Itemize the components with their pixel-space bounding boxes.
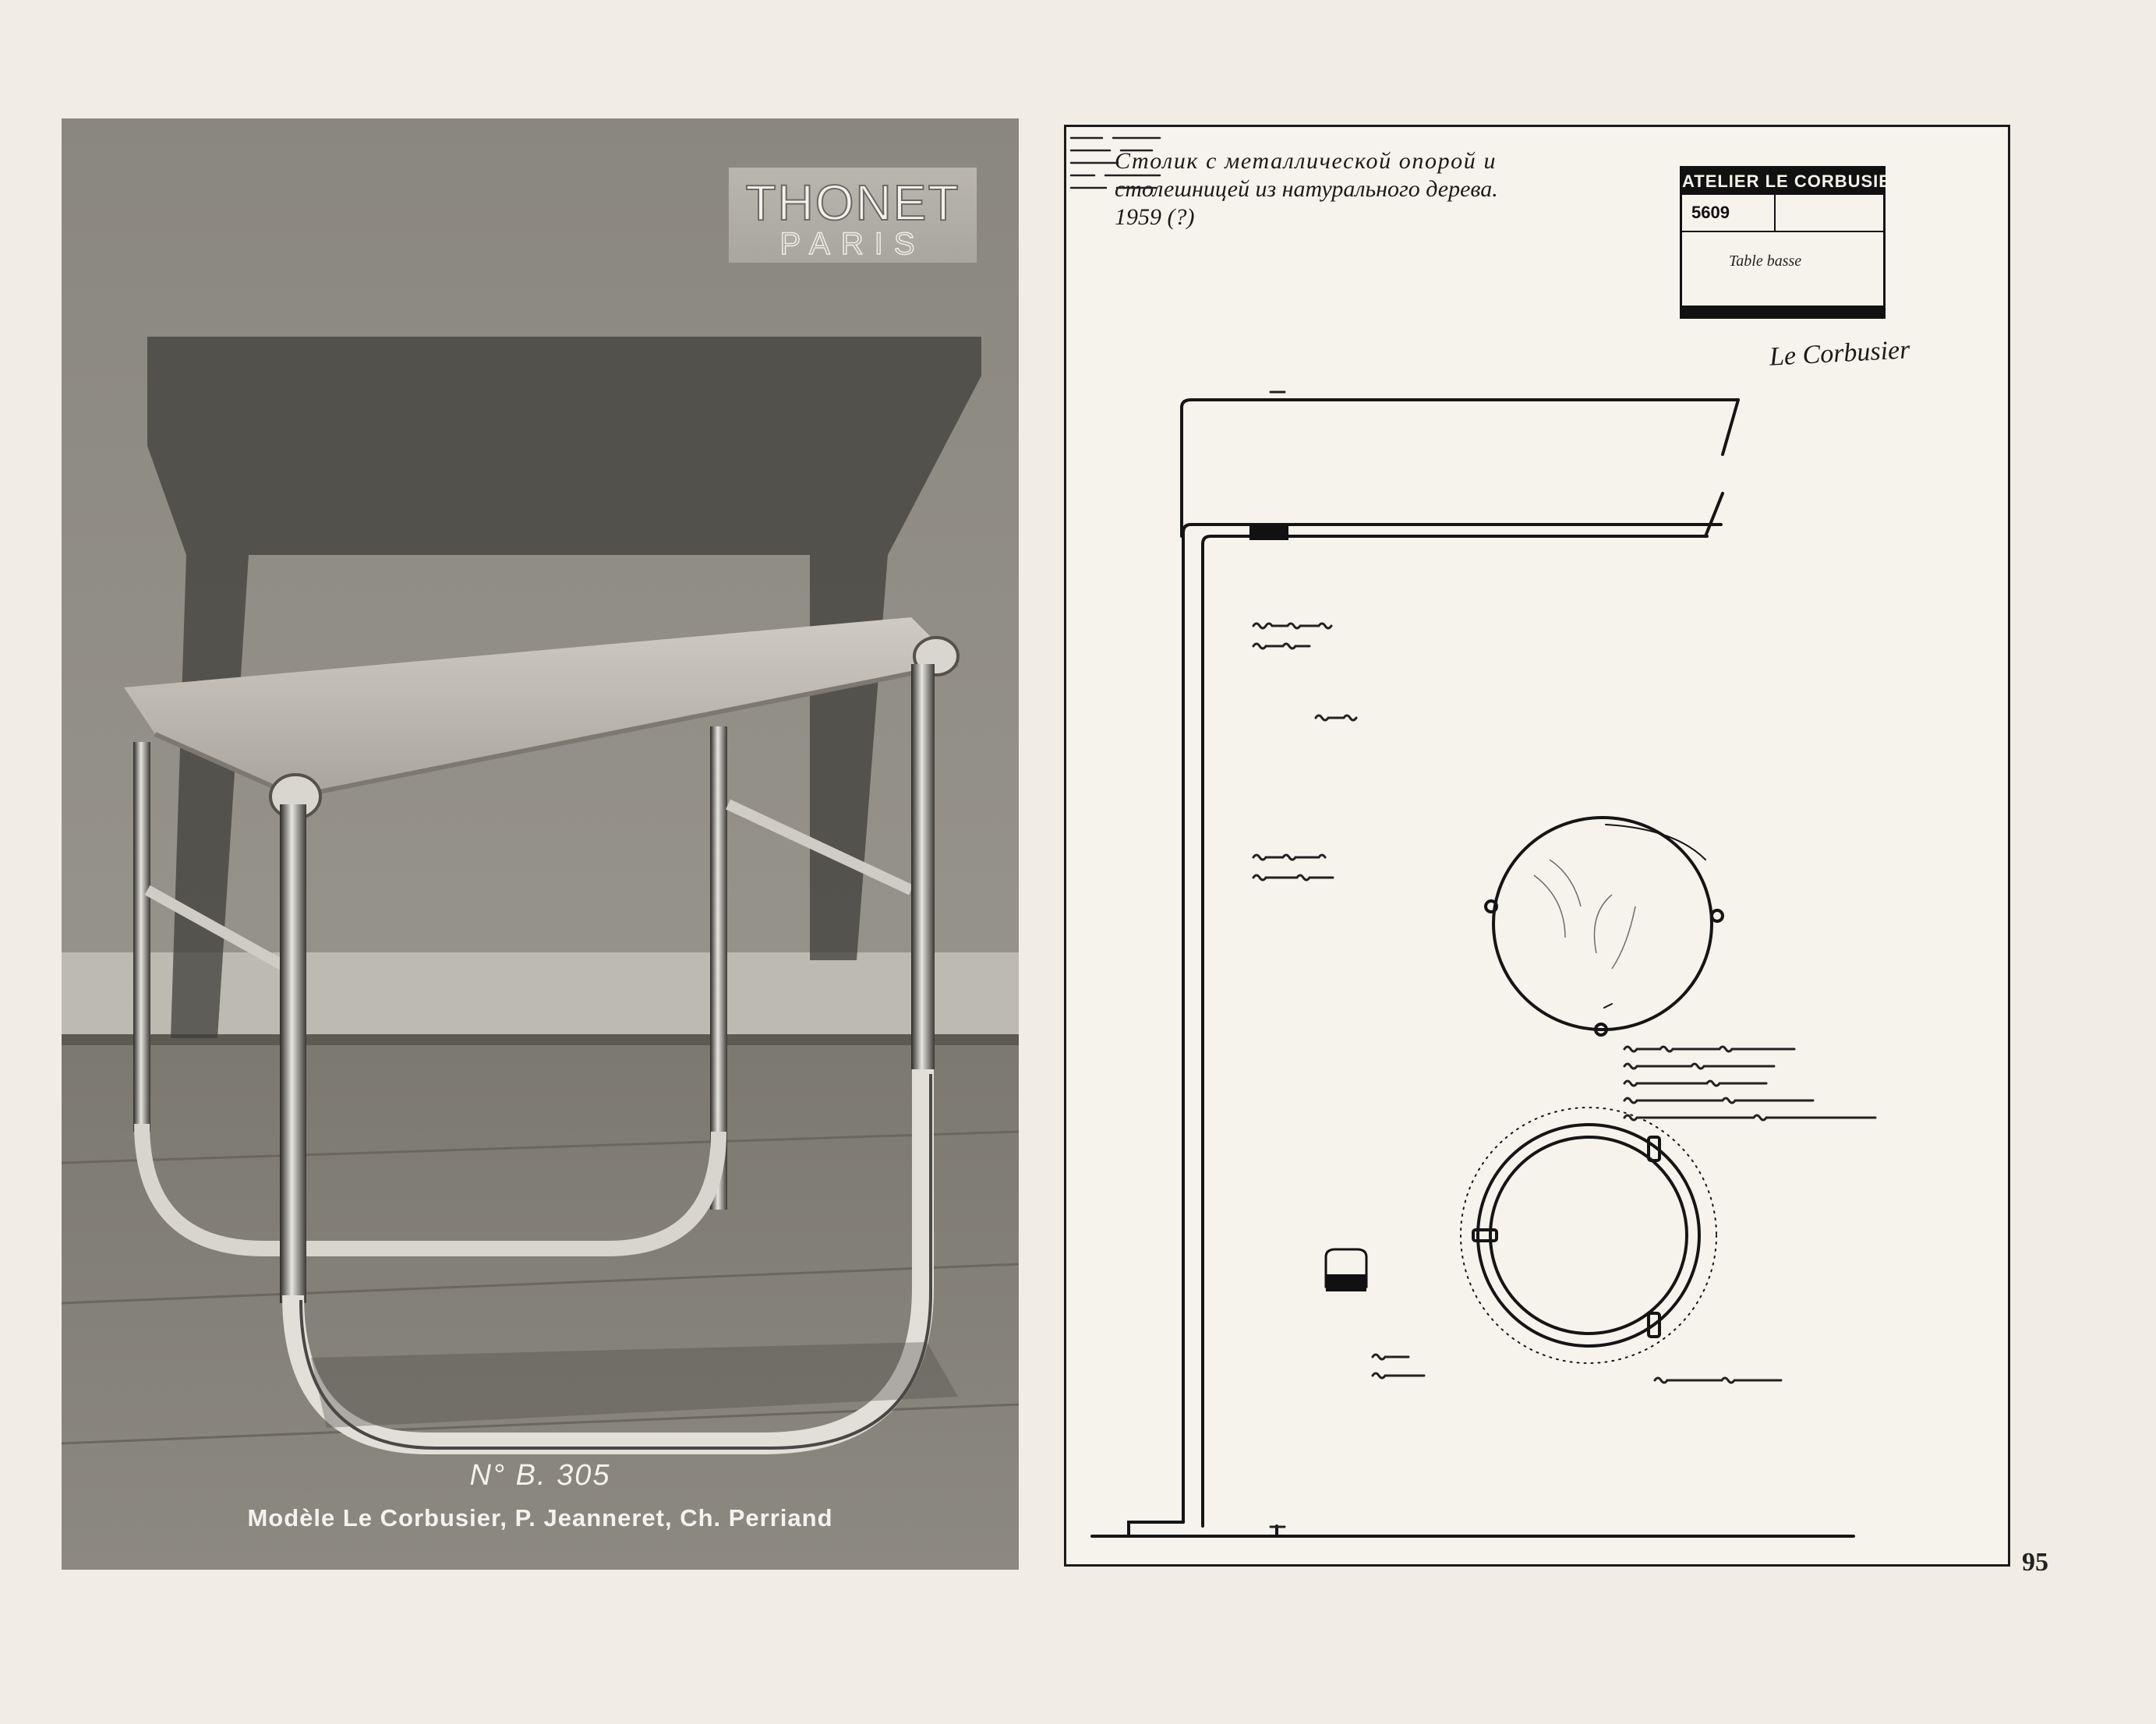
atelier-stamp <box>1680 166 1904 319</box>
stamp-header: ATELIER LE CORBUSIER <box>1682 168 1883 195</box>
caption-line-3: 1959 (?) <box>1115 204 1195 230</box>
logo-brand: THONET <box>745 175 960 231</box>
model-number: N° B. 305 <box>469 1459 611 1492</box>
stamp-footer-bar <box>1682 306 1883 316</box>
stamp-drawing-number: 5609 <box>1691 203 1730 222</box>
stamp-notes-scribble <box>1066 127 1183 213</box>
stamp-divider <box>1682 231 1883 232</box>
page-number: 95 <box>2022 1548 2048 1577</box>
le-corbusier-signature: Le Corbusier <box>1769 335 1911 372</box>
logo-city: PARIS <box>779 227 926 261</box>
drawing-caption <box>1115 147 1582 231</box>
model-credit: Modèle Le Corbusier, P. Jeanneret, Ch. Perriand <box>247 1504 833 1531</box>
thonet-logo <box>728 167 977 263</box>
stool-photograph <box>62 118 1019 1570</box>
stamp-title: Table basse <box>1729 253 1802 270</box>
technical-drawing <box>1064 125 2010 1567</box>
stool-photo-illustration <box>62 118 1019 1570</box>
caption-line-1: Столик с металлической опорой и <box>1115 148 1497 174</box>
caption-line-2: столешницей из натурального дерева. <box>1115 176 1498 202</box>
